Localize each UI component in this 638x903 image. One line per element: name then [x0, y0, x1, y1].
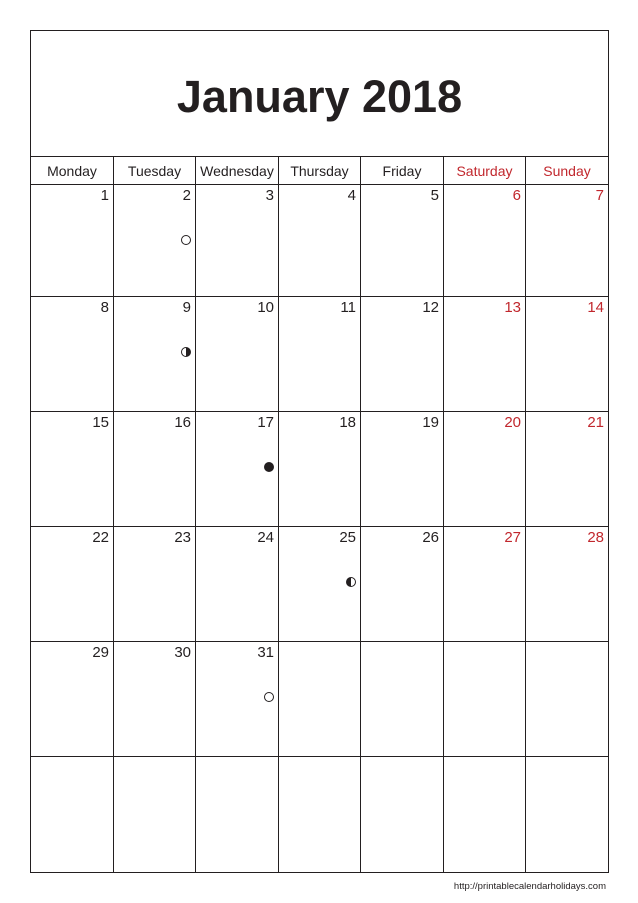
empty-day-cell	[526, 757, 608, 872]
day-number: 19	[422, 414, 439, 431]
day-number: 29	[92, 644, 109, 661]
day-cell	[31, 185, 113, 296]
day-number: 1	[100, 187, 109, 204]
footer-url: http://printablecalendarholidays.com	[453, 881, 606, 892]
empty-day-cell	[361, 757, 443, 872]
empty-day-cell	[196, 757, 278, 872]
day-number: 13	[504, 299, 521, 316]
full-moon-icon	[181, 235, 191, 245]
day-number: 10	[257, 299, 274, 316]
day-cell	[444, 412, 525, 526]
day-number: 31	[257, 644, 274, 661]
day-cell	[196, 527, 278, 641]
day-number: 12	[422, 299, 439, 316]
day-cell	[361, 297, 443, 411]
day-cell	[114, 642, 195, 756]
day-number: 6	[512, 187, 521, 204]
day-cell	[526, 297, 608, 411]
day-cell	[444, 185, 525, 296]
day-number: 26	[422, 529, 439, 546]
day-number: 23	[174, 529, 191, 546]
day-number: 8	[100, 299, 109, 316]
day-cell	[114, 412, 195, 526]
day-number: 9	[182, 299, 191, 316]
day-cell	[31, 412, 113, 526]
day-cell	[31, 297, 113, 411]
day-number: 18	[339, 414, 356, 431]
day-number: 11	[340, 299, 356, 316]
day-number: 22	[92, 529, 109, 546]
day-cell	[114, 297, 195, 411]
day-number: 4	[347, 187, 356, 204]
day-cell	[31, 527, 113, 641]
day-cell	[31, 642, 113, 756]
day-cell	[279, 185, 360, 296]
day-cell	[279, 412, 360, 526]
empty-day-cell	[279, 757, 360, 872]
day-number: 14	[587, 299, 604, 316]
weekday-header-wednesday: Wednesday	[196, 157, 278, 184]
calendar-title: January 2018	[176, 71, 463, 123]
day-cell	[114, 527, 195, 641]
day-cell	[279, 297, 360, 411]
empty-day-cell	[361, 642, 443, 756]
day-number: 25	[339, 529, 356, 546]
day-number: 2	[182, 187, 191, 204]
day-number: 27	[504, 529, 521, 546]
day-cell	[444, 297, 525, 411]
empty-day-cell	[444, 642, 525, 756]
day-cell	[361, 412, 443, 526]
last-quarter-moon-icon	[181, 347, 191, 357]
empty-day-cell	[526, 642, 608, 756]
day-cell	[361, 527, 443, 641]
day-number: 5	[430, 187, 439, 204]
day-number: 20	[504, 414, 521, 431]
first-quarter-moon-icon	[346, 577, 356, 587]
weekday-header-tuesday: Tuesday	[114, 157, 195, 184]
weekday-header-thursday: Thursday	[279, 157, 360, 184]
day-cell	[279, 527, 360, 641]
day-cell	[196, 297, 278, 411]
day-cell	[444, 527, 525, 641]
day-number: 15	[92, 414, 109, 431]
day-cell	[526, 185, 608, 296]
day-number: 17	[257, 414, 274, 431]
day-number: 16	[174, 414, 191, 431]
calendar-sheet	[30, 30, 609, 873]
day-cell	[114, 185, 195, 296]
day-number: 28	[587, 529, 604, 546]
empty-day-cell	[279, 642, 360, 756]
day-cell	[196, 185, 278, 296]
day-number: 24	[257, 529, 274, 546]
empty-day-cell	[31, 757, 113, 872]
weekday-header-monday: Monday	[31, 157, 113, 184]
day-cell	[526, 527, 608, 641]
weekday-header-saturday: Saturday	[444, 157, 525, 184]
full-moon-icon	[264, 692, 274, 702]
day-number: 21	[587, 414, 604, 431]
weekday-header-friday: Friday	[361, 157, 443, 184]
day-cell	[526, 412, 608, 526]
weekday-header-sunday: Sunday	[526, 157, 608, 184]
empty-day-cell	[114, 757, 195, 872]
empty-day-cell	[444, 757, 525, 872]
calendar-title-area	[31, 31, 608, 156]
day-cell	[196, 412, 278, 526]
day-number: 7	[595, 187, 604, 204]
day-cell	[361, 185, 443, 296]
day-number: 30	[174, 644, 191, 661]
day-number: 3	[265, 187, 274, 204]
day-cell	[196, 642, 278, 756]
new-moon-icon	[264, 462, 274, 472]
